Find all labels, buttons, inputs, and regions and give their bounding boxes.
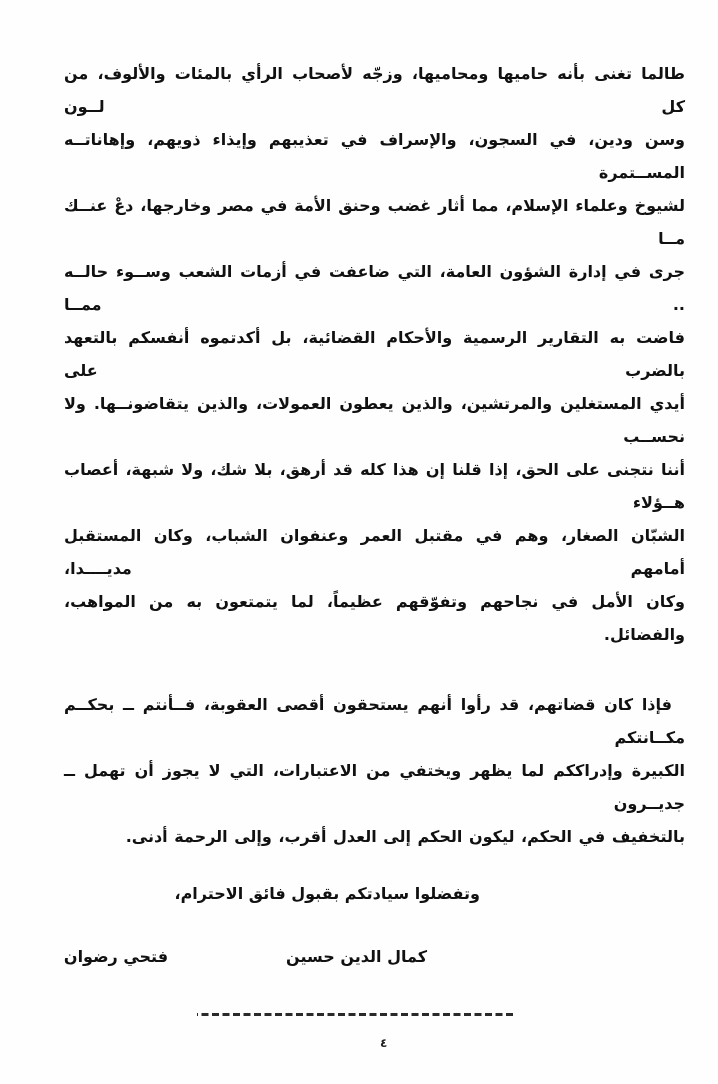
text-line: أننا نتجنى على الحق، إذا قلنا إن هذا كله قد أرهق، بلا شك، ولا شبهة، أعصاب هــؤلاء — [64, 460, 685, 512]
text-line: بالتخفيف في الحكم، ليكون الحكم إلى العدل أقرب، وإلى الرحمة أدنى. — [125, 827, 685, 846]
text-line: وسن ودين، في السجون، والإسراف في تعذيبهم وإيذاء ذويهم، وإهاناتــه المســتمرة — [64, 130, 685, 182]
text-line: جرى في إدارة الشؤون العامة، التي ضاعفت في أزمات الشعب وســوء حالــه .. ممــا — [64, 262, 685, 314]
text-line: الكبيرة وإدراككم لما يظهر ويختفي من الاعتبارات، التي لا يجوز أن تهمل ــ جديــرون — [64, 761, 685, 813]
page-number: ٤ — [380, 1036, 388, 1050]
text-line: الشبّان الصغار، وهم في مقتبل العمر وعنفوان الشباب، وكان المستقبل أمامهم مديــــدا، — [64, 526, 685, 578]
text-line: أيدي المستغلين والمرتشين، والذين يعطون العمولات، والذين يتقاضونــها. ولا نحســب — [64, 394, 685, 446]
text-line: لشيوخ وعلماء الإسلام، مما أثار غضب وحنق الأمة في مصر وخارجها، دعْ عنــك مــا — [64, 196, 685, 248]
text-line: فاضت به التقارير الرسمية والأحكام القضائية، بل أكدتموه أنفسكم بالتعهد بالضرب على — [64, 328, 685, 380]
signature-row — [64, 940, 685, 973]
signature-fathi-radwan: فتحي رضوان — [63, 947, 169, 966]
dashed-divider — [197, 1013, 513, 1016]
text-line: طالما تغنى بأنه حاميها ومحاميها، وزجّه لأصحاب الرأي بالمئات والألوف، من كل لــون — [64, 64, 685, 116]
paragraph-1 — [64, 57, 685, 651]
paragraph-2 — [64, 688, 685, 853]
text-line: فإذا كان قضاتهم، قد رأوا أنهم يستحقون أقصى العقوبة، فــأنتم ــ بحكــم مكــانتكم — [64, 695, 685, 747]
text-line: وكان الأمل في نجاحهم وتفوّقهم عظيماً، لما يتمتعون به من المواهب، والفضائل. — [64, 592, 685, 644]
signature-kamal-el-din-hussein: كمال الدين حسين — [286, 947, 427, 966]
closing-salutation: وتفضلوا سيادتكم بقبول فائق الاحترام، — [174, 884, 480, 903]
letter-body — [64, 57, 685, 1016]
